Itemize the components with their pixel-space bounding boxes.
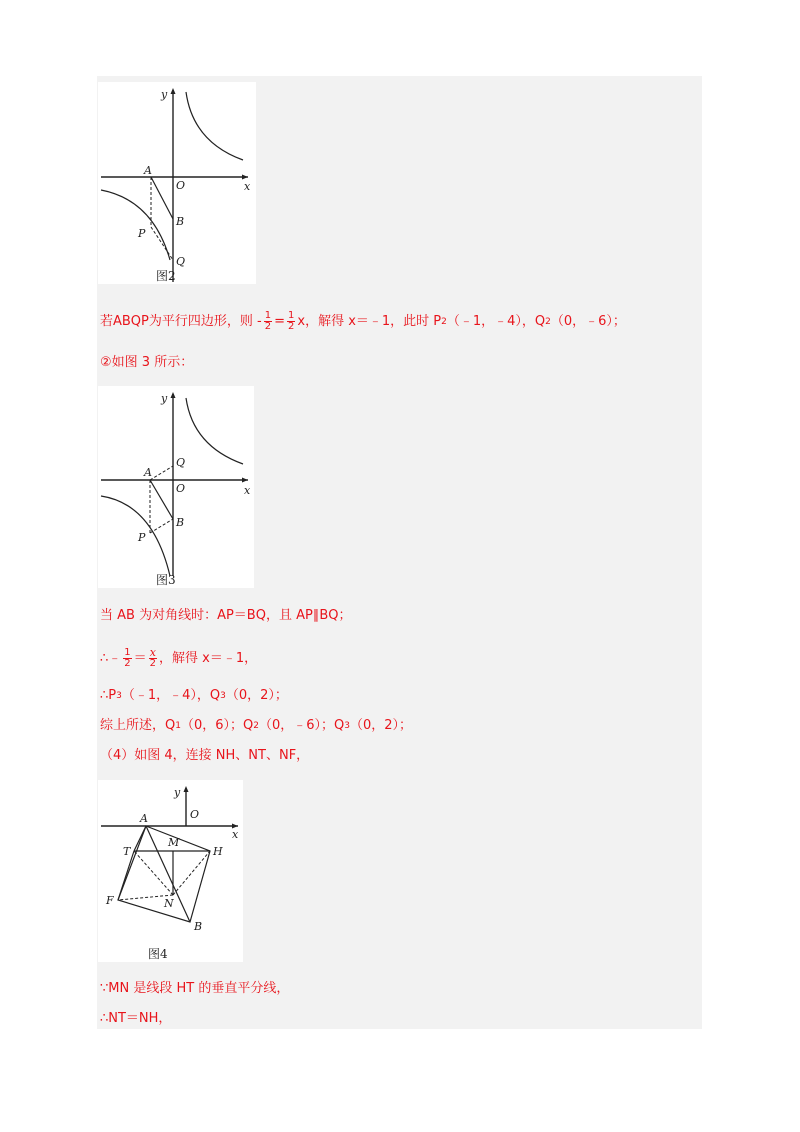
text-line-3: 当 AB 为对角线时：AP＝BQ，且 AP∥BQ； (100, 608, 352, 623)
fraction-4: $\frac{x}{2}$ (149, 646, 157, 669)
fig2-label-q: Q (176, 255, 186, 268)
fig3-caption: 图3 (156, 573, 176, 587)
fig3-label-q: Q (176, 456, 186, 469)
fig4-label-t: T (123, 845, 131, 858)
figure-3-graph (98, 386, 254, 588)
text-line-4 (100, 648, 257, 669)
fig3-label-a: A (144, 466, 152, 479)
figure-2-graph (98, 82, 256, 284)
fig2-label-a: A (144, 164, 152, 177)
text-line-6: 综上所述，Q 1 （0，6）；Q 2 （0，﹣6）；Q 3 （0，2）； (100, 718, 413, 733)
fig4-label-n: N (164, 897, 174, 910)
fig4-label-b: B (194, 920, 203, 933)
fig4-label-y: y (174, 786, 181, 799)
figure-3 (98, 386, 254, 588)
fig3-label-o: O (176, 482, 186, 495)
text-line-5: ∴P 3 （﹣1，﹣4），Q 3 （0，2）； (100, 688, 288, 703)
fig3-label-y: y (161, 392, 168, 405)
fig2-label-b: B (176, 215, 185, 228)
text-line-9: ∴NT＝NH， (100, 1011, 172, 1026)
fraction-3: $\frac{1}{2}$ (124, 647, 131, 669)
fig2-caption: 图2 (156, 269, 176, 283)
fig4-caption: 图4 (148, 947, 168, 961)
fig4-label-a: A (140, 812, 148, 825)
line4-pre: ∴﹣ (100, 650, 122, 666)
fig2-label-p: P (138, 227, 146, 240)
fig2-label-x: x (244, 180, 251, 193)
figure-4 (98, 780, 243, 962)
fig4-label-o: O (190, 808, 200, 821)
fraction-1: $\frac{1}{2}$ (264, 310, 272, 332)
line4-eq: ＝ (133, 650, 147, 666)
figure-2 (98, 82, 256, 284)
fig4-label-m: M (168, 836, 180, 849)
fig3-label-b: B (176, 516, 185, 529)
fig4-label-h: H (213, 845, 223, 858)
line1-eq: = (274, 313, 285, 329)
fig2-label-o: O (176, 179, 186, 192)
line1-pre: 若ABQP为平行四边形，则 - (100, 313, 262, 329)
fraction-2: $\frac{1}{2}$ (288, 310, 295, 332)
line4-post: ，解得 x＝﹣1， (159, 650, 258, 666)
fig3-label-p: P (138, 531, 146, 544)
fig4-label-f: F (106, 894, 114, 907)
text-line-8: ∵MN 是线段 HT 的垂直平分线， (100, 981, 290, 996)
text-line-2: ②如图 3 所示： (100, 355, 194, 370)
text-line-1: 若ABQP为平行四边形，则 - $\frac{1}{2}$ = $\frac{1}{2}$ x，解得 x＝﹣1，此时 P 2 （﹣1，﹣4），Q 2 （0，﹣6）； (100, 310, 626, 332)
line1-post: x，解得 x＝﹣1，此时 P (297, 313, 442, 329)
fig3-label-x: x (244, 484, 251, 497)
text-line-7: （4）如图 4，连接 NH、NT、NF， (100, 748, 310, 763)
fig4-label-x: x (232, 828, 239, 841)
fig2-label-y: y (161, 88, 168, 101)
figure-4-graph (98, 780, 243, 962)
